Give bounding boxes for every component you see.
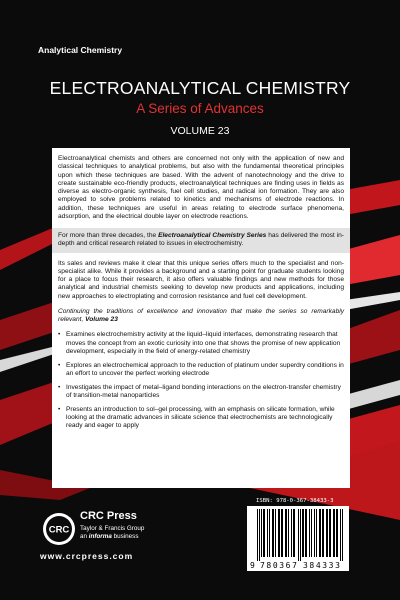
barcode-bar [340,509,341,561]
publisher-name: CRC Press [80,510,137,522]
bullet-icon: • [58,361,61,369]
barcode-bar [293,509,295,557]
sales-paragraph: Its sales and reviews make it clear that this unique series offers much to the specialist and non-specialist alike. While it provides a background and a starting point for graduate students looking for a place to focus their research, it also offers valuable findings and new methods for those analytical and industrial chemists seeking to develop new products and applications, including new approaches to electroplating and corrosion resistance and fuel cell development. [58,259,344,300]
barcode [247,506,349,571]
description-panel [52,148,350,488]
callout-text-pre: For more than three decades, the [58,232,159,239]
barcode-bar [291,509,292,557]
barcode-bar [316,509,317,557]
barcode-bar [319,509,321,557]
business-pre: an [80,533,89,540]
logo-text: CRC [48,524,70,536]
publisher-business [80,533,138,540]
callout-text-post: has delivered the most in-depth and critical research related to issues in electrochemistry. [58,232,344,248]
barcode-bar [302,509,304,557]
business-post: business [111,533,139,540]
publisher-website: www.crcpress.com [40,551,134,561]
business-brand: informa [88,533,112,540]
barcode-bar [275,509,276,557]
bullet-icon: • [58,331,61,339]
list-item [58,331,344,356]
series-category: Analytical Chemistry [38,45,123,55]
barcode-left-digits: 780367 [260,561,299,570]
barcode-bar [322,509,324,557]
barcode-bar [259,509,260,561]
intro-paragraph: Electroanalytical chemists and others are concerned not only with the application of new and classical techniques to analytical problems, but also with the fundamental theoretical principles upon which these techniques are based. With the advent of nanotechnology and the drive to create sustainable eco-friendly products, electroanalytical techniques are finding uses in fields as diverse as electro-organic synthesis, fuel cell studies, and radical ion formation. They are also employed to solve problems related to kinetics and mechanisms of electrode reactions. In addition, these techniques are useful in areas relating to electrode surface phenomena, adsorption, and the electrical double layer on electrode reactions. [58,155,344,220]
bullet-icon: • [58,405,61,413]
list-item [58,384,344,401]
barcode-bar [288,509,289,557]
barcode-bar [326,509,328,557]
barcode-bar [314,509,315,557]
feature-list [58,331,344,430]
barcode-bar [263,509,265,557]
barcode-bar [261,509,262,557]
barcode-bar [336,509,338,557]
isbn-text: ISBN: 978-0-367-38433-3 [256,498,334,504]
barcode-first-digit: 9 [250,561,255,570]
list-item [58,362,344,379]
book-title: ELECTROANALYTICAL CHEMISTRY [49,78,351,98]
list-item-text: Investigates the impact of metal–ligand bonding interactions on the electron-transfer chemistry of transition-metal nanoparticles [66,383,341,399]
volume-label: VOLUME 23 [170,125,230,137]
tagline-paragraph [58,308,344,325]
book-subtitle: A Series of Advances [136,101,264,116]
barcode-bar [311,509,312,557]
callout-series-name: Electroanalytical Chemistry Series [158,232,267,239]
tagline-text: Continuing the traditions of excellence and innovation that make the series so remarkably relevant, [58,307,344,323]
series-callout [52,228,350,253]
barcode-bar [281,509,283,557]
publisher-group: Taylor & Francis Group [80,525,145,532]
barcode-bar [329,509,331,557]
bullet-icon: • [58,383,61,391]
list-item-text: Presents an introduction to sol–gel processing, with an emphasis on silicate formation, while looking at the dramatic advances in silicate science that electrochemists are technologically ready and eager to apply [66,405,335,429]
barcode-bar [278,509,280,557]
barcode-bar [298,509,299,561]
list-item-text: Explores an electrochemical approach to the reduction of platinum under superdry conditions in an effort to uncover the perfect working electrode [66,361,344,377]
crc-logo-icon [42,512,76,546]
barcode-bar [342,509,343,561]
barcode-right-digits: 384333 [303,561,342,570]
barcode-bars-icon [247,506,349,561]
list-item-text: Examines electrochemistry activity at the liquid–liquid interfaces, demonstrating research that moves the concept from an exotic curiosity into one that shows the promise of new application development, especially in the field of energy-related chemistry [66,331,341,355]
barcode-bar [285,509,287,557]
barcode-bar [257,509,258,561]
list-item [58,406,344,431]
barcode-bar [333,509,335,557]
barcode-bar [269,509,270,557]
barcode-bar [300,509,301,561]
barcode-bar [305,509,307,557]
barcode-bar [267,509,268,557]
tagline-volume: Volume 23 [85,316,118,323]
barcode-bar [309,509,310,557]
barcode-bar [272,509,274,557]
